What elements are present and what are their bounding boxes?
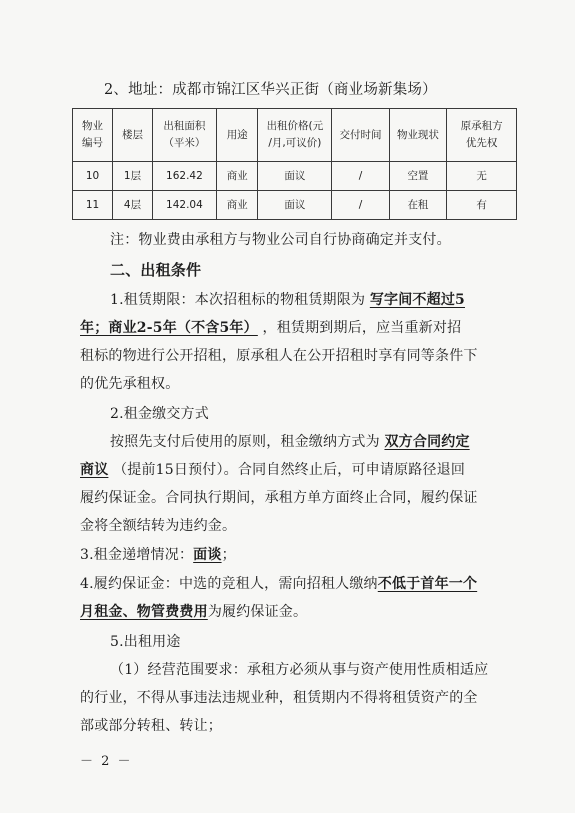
property-table	[72, 108, 517, 220]
lease-term-text: 1.租赁期限：本次招租标的物租赁期限为	[110, 292, 366, 308]
header-price: 出租价格(元 /月,可议价)	[258, 109, 332, 162]
cell-price: 面议	[258, 162, 332, 191]
lease-term-line	[110, 290, 465, 310]
rent-increase-line	[80, 545, 236, 565]
cell-use: 商业	[216, 191, 258, 220]
deposit-text: 4.履约保证金：中选的竞租人，需向招租人缴纳	[80, 576, 378, 592]
rent-increase-text: 3.租金递增情况：	[80, 547, 194, 563]
table-row	[73, 162, 517, 191]
deposit-text: 为履约保证金。	[207, 604, 308, 620]
table-row	[73, 191, 517, 220]
rental-use-line: （1）经营范围要求：承租方必须从事与资产使用性质相适应	[110, 662, 489, 678]
header-priority: 原承租方 优先权	[447, 109, 517, 162]
cell-floor: 1层	[113, 162, 153, 191]
rent-increase-text: ；	[221, 547, 236, 563]
rent-payment-line	[80, 460, 465, 480]
cell-status: 空置	[389, 162, 446, 191]
cell-use: 商业	[216, 162, 258, 191]
rent-increase-underlined: 面谈	[193, 547, 222, 563]
lease-term-line: 的优先承租权。	[80, 376, 180, 392]
rent-payment-title: 2.租金缴交方式	[110, 406, 209, 422]
rent-payment-line: 金将全额结转为违约金。	[80, 518, 237, 534]
lease-term-text: ，租赁期到期后，应当重新对招	[262, 320, 462, 336]
address-line: 2、地址：成都市锦江区华兴正街（商业场新集场）	[104, 82, 437, 98]
cell-delivery: /	[332, 191, 389, 220]
cell-area: 142.04	[152, 191, 216, 220]
cell-floor: 4层	[113, 191, 153, 220]
deposit-line	[80, 602, 307, 622]
section-title: 二、出租条件	[110, 261, 202, 279]
cell-property-no: 10	[73, 162, 113, 191]
cell-priority: 无	[447, 162, 517, 191]
header-delivery: 交付时间	[332, 109, 389, 162]
header-use: 用途	[216, 109, 258, 162]
cell-priority: 有	[447, 191, 517, 220]
header-area: 出租面积 （平米）	[152, 109, 216, 162]
lease-term-underlined: 写字间不超过5	[369, 292, 465, 308]
property-fee-note: 注：物业费由承租方与物业公司自行协商确定并支付。	[110, 232, 451, 248]
cell-area: 162.42	[152, 162, 216, 191]
deposit-underlined: 不低于首年一个	[377, 576, 478, 592]
lease-term-line: 租标的物进行公开招租，原承租人在公开招租时享有同等条件下	[80, 348, 478, 364]
rental-use-title: 5.出租用途	[110, 634, 181, 650]
cell-property-no: 11	[73, 191, 113, 220]
rent-payment-line: 履约保证金。合同执行期间，承租方单方面终止合同，履约保证	[80, 490, 478, 506]
deposit-underlined: 月租金、物管费费用	[80, 604, 208, 620]
cell-status: 在租	[389, 191, 446, 220]
deposit-line	[80, 574, 477, 594]
rent-payment-text: （提前15日预付）。合同自然终止后，可申请原路径退回	[113, 462, 466, 478]
header-property-no: 物业 编号	[73, 109, 113, 162]
rent-payment-underlined: 双方合同约定	[384, 434, 470, 450]
cell-delivery: /	[332, 162, 389, 191]
rent-payment-underlined: 商议	[80, 462, 109, 478]
cell-price: 面议	[258, 191, 332, 220]
rent-payment-line	[110, 432, 470, 452]
lease-term-line	[80, 318, 461, 338]
page-number: － 2 －	[80, 754, 133, 769]
rental-use-line: 的行业，不得从事违法违规业种，租赁期内不得将租赁资产的全	[80, 690, 478, 706]
header-floor: 楼层	[113, 109, 153, 162]
lease-term-underlined: 年；商业2-5年（不含5年）	[80, 320, 258, 336]
rent-payment-text: 按照先支付后使用的原则，租金缴纳方式为	[110, 434, 380, 450]
header-status: 物业现状	[389, 109, 446, 162]
rental-use-line: 部或部分转租、转让；	[80, 718, 222, 734]
table-header-row	[73, 109, 517, 162]
